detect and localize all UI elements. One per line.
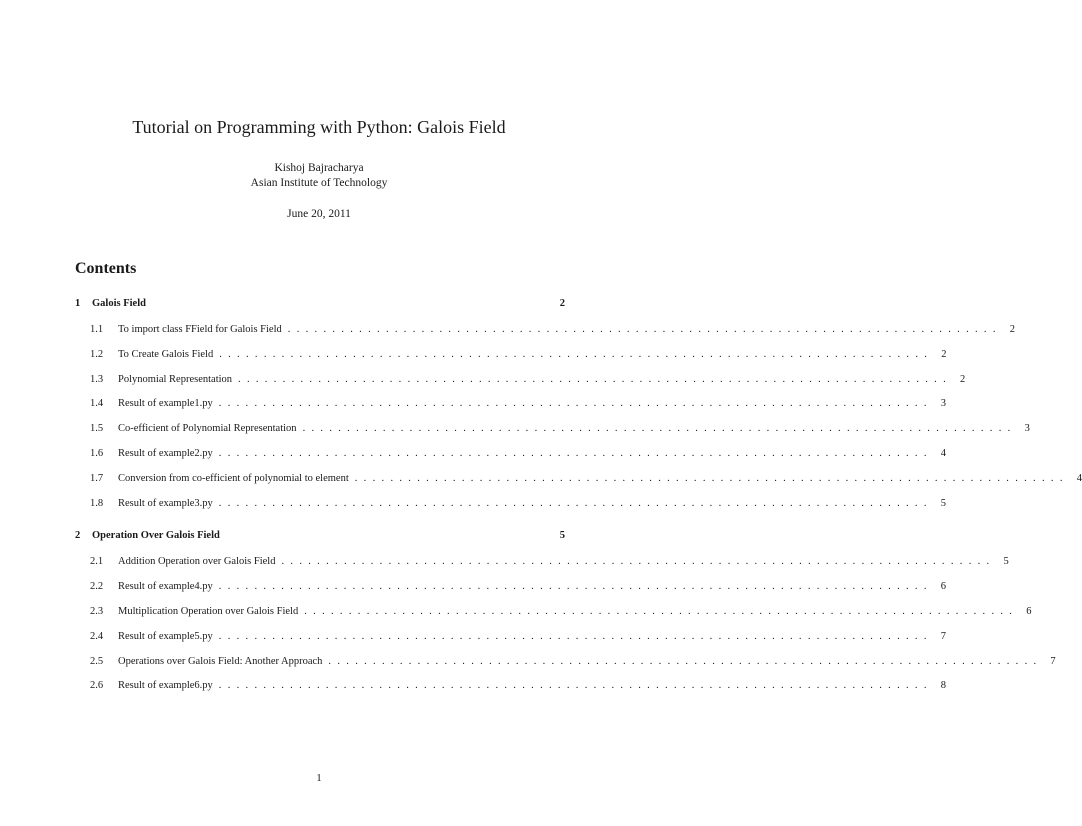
toc-subsection-page: 5 [940, 497, 947, 509]
toc-subsection-title: Result of example6.py [118, 680, 213, 692]
table-of-contents [75, 290, 1082, 699]
toc-subsection-page: 4 [1076, 472, 1082, 484]
toc-subsection-number: 2.4 [90, 630, 104, 642]
toc-subsection-page: 6 [1026, 605, 1032, 617]
toc-subsection-title: Result of example5.py [118, 630, 213, 642]
toc-subsection-entry[interactable] [75, 492, 947, 517]
toc-dot-leader: ................................................................................ [238, 373, 953, 385]
toc-subsection-entry[interactable] [75, 368, 966, 393]
toc-dot-leader: ................................................................................ [218, 398, 933, 410]
toc-dot-leader: ................................................................................ [218, 447, 933, 459]
toc-dot-leader: ................................................................................ [287, 324, 1002, 335]
toc-subsection-title: Result of example4.py [118, 581, 213, 593]
toc-section-title: Operation Over Galois Field [92, 530, 220, 542]
toc-dot-leader: ................................................................................ [218, 497, 933, 509]
author-name: Kishoj Bajracharya [274, 162, 364, 174]
toc-subsection-entry[interactable] [75, 674, 947, 699]
toc-subsection-entry[interactable] [75, 575, 947, 600]
author-affiliation: Asian Institute of Technology [250, 177, 388, 189]
toc-subsection-entry[interactable] [75, 650, 1056, 675]
page-number: 1 [316, 772, 322, 784]
toc-subsection-entry[interactable] [75, 417, 1030, 442]
toc-subsection-page: 3 [1024, 423, 1030, 435]
toc-dot-leader: ................................................................................ [218, 680, 933, 692]
toc-subsection-number: 2.5 [90, 655, 104, 667]
toc-subsection-title: To import class FField for Galois Field [118, 324, 282, 335]
toc-subsection-title: To Create Galois Field [118, 348, 214, 360]
document-date: June 20, 2011 [287, 208, 351, 220]
toc-subsection-page: 4 [940, 447, 947, 459]
toc-subsection-number: 1.8 [90, 497, 104, 509]
toc-subsection-entry[interactable] [75, 550, 1009, 575]
toc-section-page: 5 [559, 530, 565, 542]
toc-subsection-title: Multiplication Operation over Galois Field [118, 605, 299, 617]
toc-section-entry[interactable] [75, 522, 565, 550]
toc-subsection-number: 1.3 [90, 373, 104, 385]
toc-subsection-entry[interactable] [75, 467, 1082, 492]
toc-dot-leader: ................................................................................ [218, 630, 933, 642]
toc-subsection-page: 2 [941, 348, 947, 360]
toc-subsection-number: 2.1 [90, 556, 104, 568]
toc-subsection-number: 1.6 [90, 447, 104, 459]
toc-subsection-page: 3 [940, 398, 947, 410]
toc-section-page: 2 [559, 298, 565, 309]
toc-subsection-title: Operations over Galois Field: Another Approach [118, 655, 323, 667]
toc-subsection-number: 1.1 [90, 324, 104, 335]
toc-subsection-entry[interactable] [75, 600, 1032, 625]
toc-subsection-title: Conversion from co-efficient of polynomial to element [118, 472, 349, 484]
toc-section-entry[interactable] [75, 290, 565, 318]
toc-subsection-title: Result of example1.py [118, 398, 213, 410]
toc-subsection-number: 1.5 [90, 423, 104, 435]
toc-subsection-number: 2.3 [90, 605, 104, 617]
toc-dot-leader: ................................................................................ [302, 423, 1017, 435]
toc-subsection-number: 1.2 [90, 348, 104, 360]
toc-section-number: 2 [75, 530, 81, 542]
toc-dot-leader: ................................................................................ [328, 655, 1043, 667]
toc-subsection-number: 1.4 [90, 398, 104, 410]
toc-subsection-title: Result of example3.py [118, 497, 213, 509]
toc-subsection-entry[interactable] [75, 442, 947, 467]
toc-subsection-page: 2 [1009, 324, 1016, 335]
toc-subsection-entry[interactable] [75, 625, 947, 650]
toc-section-number: 1 [75, 298, 81, 309]
document-title: Tutorial on Programming with Python: Galois Field [132, 117, 506, 137]
toc-subsection-title: Addition Operation over Galois Field [118, 556, 276, 568]
contents-heading: Contents [75, 260, 137, 277]
toc-subsection-page: 7 [1050, 655, 1056, 667]
toc-dot-leader: ................................................................................ [354, 472, 1069, 484]
toc-subsection-page: 7 [940, 630, 947, 642]
toc-dot-leader: ................................................................................ [218, 581, 933, 593]
toc-subsection-title: Polynomial Representation [118, 373, 233, 385]
toc-dot-leader: ................................................................................ [304, 605, 1019, 617]
toc-subsection-entry[interactable] [75, 392, 947, 417]
toc-dot-leader: ................................................................................ [281, 556, 996, 568]
toc-subsection-page: 2 [960, 373, 966, 385]
toc-subsection-entry[interactable] [75, 343, 947, 368]
toc-subsection-number: 2.6 [90, 680, 104, 692]
toc-subsection-entry[interactable] [75, 318, 1016, 343]
toc-subsection-page: 6 [940, 581, 947, 593]
toc-subsection-number: 2.2 [90, 581, 104, 593]
toc-section-title: Galois Field [92, 298, 146, 309]
toc-subsection-page: 5 [1003, 556, 1009, 568]
toc-subsection-title: Co-efficient of Polynomial Representation [118, 423, 297, 435]
toc-subsection-title: Result of example2.py [118, 447, 213, 459]
toc-subsection-page: 8 [940, 680, 947, 692]
toc-dot-leader: ................................................................................ [219, 348, 934, 360]
toc-subsection-number: 1.7 [90, 472, 104, 484]
